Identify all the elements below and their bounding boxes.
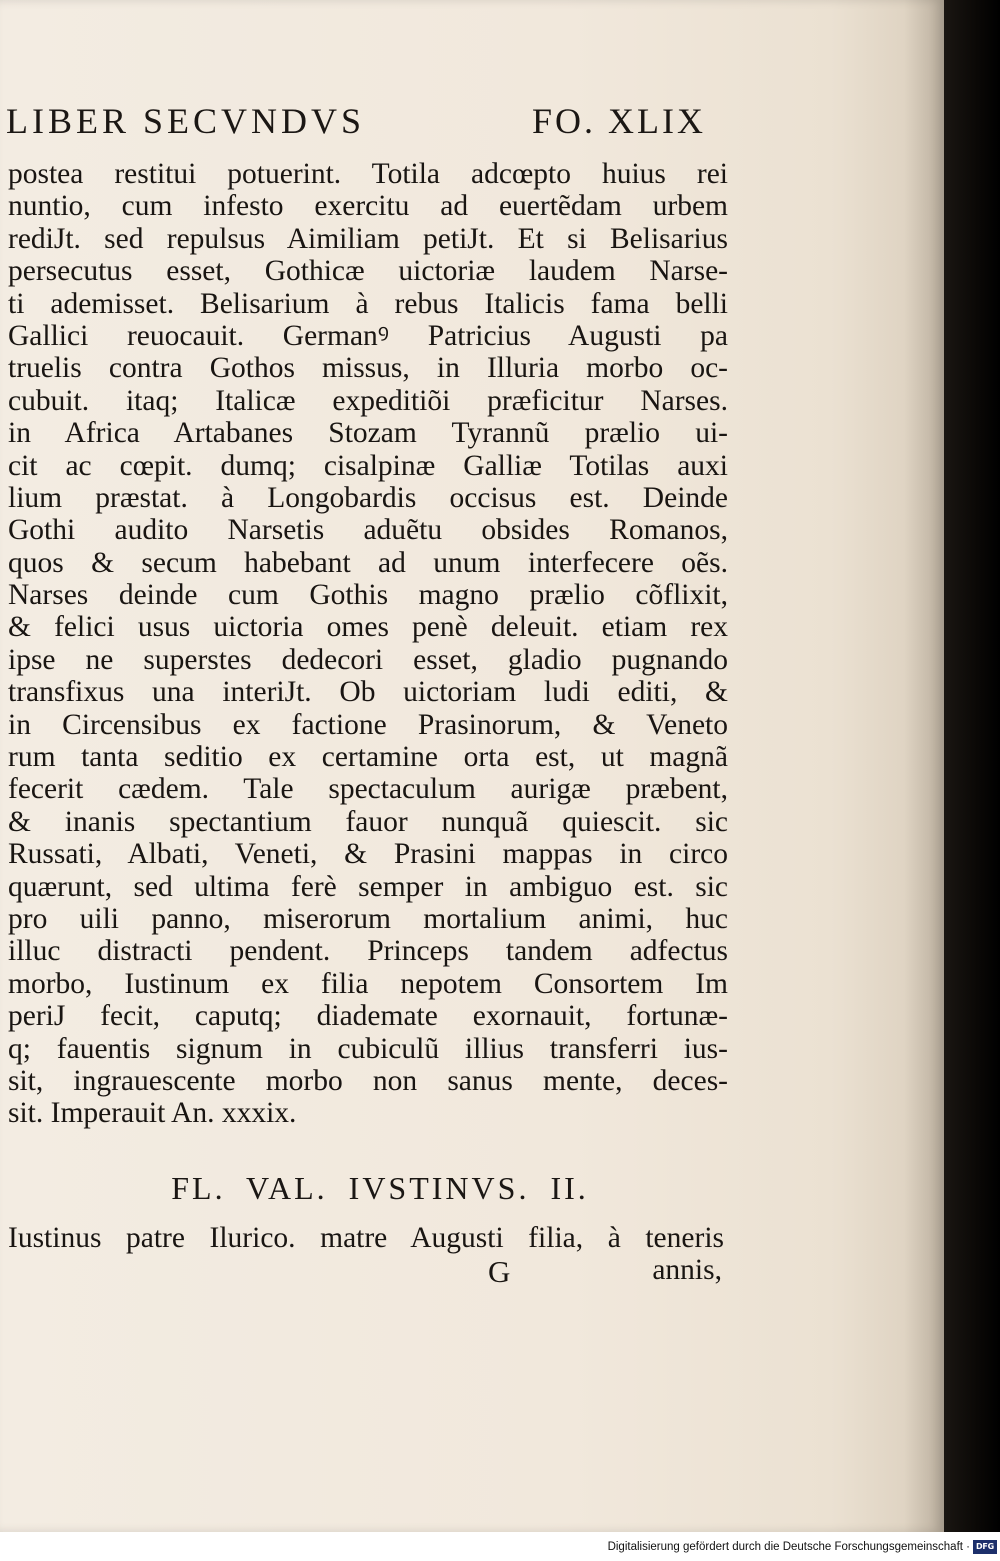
- text-line: cit ac cœpit. dumq; cisalpinæ Galliæ Totilas auxi: [8, 449, 728, 482]
- catchword: annis,: [652, 1254, 722, 1286]
- text-line: sit. Imperauit An. xxxix.: [8, 1097, 297, 1130]
- running-head: [6, 100, 706, 142]
- text-line: morbo, Iustinum ex filia nepotem Consortem Im: [8, 967, 728, 1000]
- book-binding-edge: [944, 0, 1000, 1532]
- section-heading: FL. VAL. IVSTINVS. II.: [171, 1170, 589, 1206]
- text-line: periJ fecit, caputq; diademate exornauit, fortunæ-: [8, 1000, 728, 1033]
- text-line: & inanis spectantium fauor nunquã quiescit. sic: [8, 805, 728, 838]
- text-line: fecerit cædem. Tale spectaculum aurigæ præbent,: [8, 773, 728, 806]
- text-line: transfixus una interiJt. Ob uictoriam ludi editi, &: [8, 676, 728, 709]
- next-section-first-line: Iustinus patre Ilurico. matre Augusti filia, à teneris: [8, 1222, 724, 1254]
- text-line: persecutus esset, Gothicæ uictoriæ laudem Narse-: [8, 255, 728, 288]
- folio-number: FO. XLIX: [532, 101, 706, 141]
- text-line: Narses deinde cum Gothis magno prælio cõflixit,: [8, 579, 728, 612]
- text-line: Russati, Albati, Veneti, & Prasini mappas in circo: [8, 838, 728, 871]
- text-line: ti ademisset. Belisarium à rebus Italicis fama belli: [8, 287, 728, 320]
- text-line: pro uili panno, miserorum mortalium animi, huc: [8, 902, 728, 935]
- dfg-logo: DFG: [973, 1540, 997, 1554]
- text-line: Gothi audito Narsetis aduẽtu obsides Romanos,: [8, 514, 728, 547]
- text-line: cubuit. itaq; Italicæ expeditiõi præficitur Narses.: [8, 384, 728, 417]
- text-line: in Circensibus ex factione Prasinorum, & Veneto: [8, 708, 728, 741]
- text-line: q; fauentis signum in cubiculũ illius transferri ius-: [8, 1032, 728, 1065]
- text-line: truelis contra Gothos missus, in Illuria morbo oc-: [8, 352, 728, 385]
- text-line: postea restitui potuerint. Totila adcœpto huius rei: [8, 158, 728, 190]
- text-line: quos & secum habebant ad unum interfecere oẽs.: [8, 546, 728, 579]
- text-line: quærunt, sed ultima ferè semper in ambiguo est. sic: [8, 870, 728, 903]
- signature-mark: G: [488, 1254, 511, 1289]
- body-text: [8, 158, 728, 1130]
- text-line: illuc distracti pendent. Princeps tandem adfectus: [8, 935, 728, 968]
- text-line: lium præstat. à Longobardis occisus est. Deinde: [8, 481, 728, 514]
- running-head-title: LIBER SECVNDVS: [6, 101, 366, 141]
- footer-credit: Digitalisierung gefördert durch die Deutsche Forschungsgemeinschaft ·: [607, 1541, 970, 1553]
- text-line: Gallici reuocauit. Germanꝰ Patricius Augusti pa: [8, 319, 728, 352]
- text-line: in Africa Artabanes Stozam Tyrannũ prælio ui-: [8, 417, 728, 450]
- text-line: & felici usus uictoria omes penè deleuit. etiam rex: [8, 611, 728, 644]
- text-line: nuntio, cum infesto exercitu ad euertẽdam urbem: [8, 190, 728, 223]
- text-line: rediJt. sed repulsus Aimiliam petiJt. Et si Belisarius: [8, 222, 728, 255]
- text-line: rum tanta seditio ex certamine orta est, ut magnã: [8, 741, 728, 774]
- text-line: ipse ne superstes dedecori esset, gladio pugnando: [8, 643, 728, 676]
- text-line: sit, ingrauescente morbo non sanus mente, deces-: [8, 1064, 728, 1097]
